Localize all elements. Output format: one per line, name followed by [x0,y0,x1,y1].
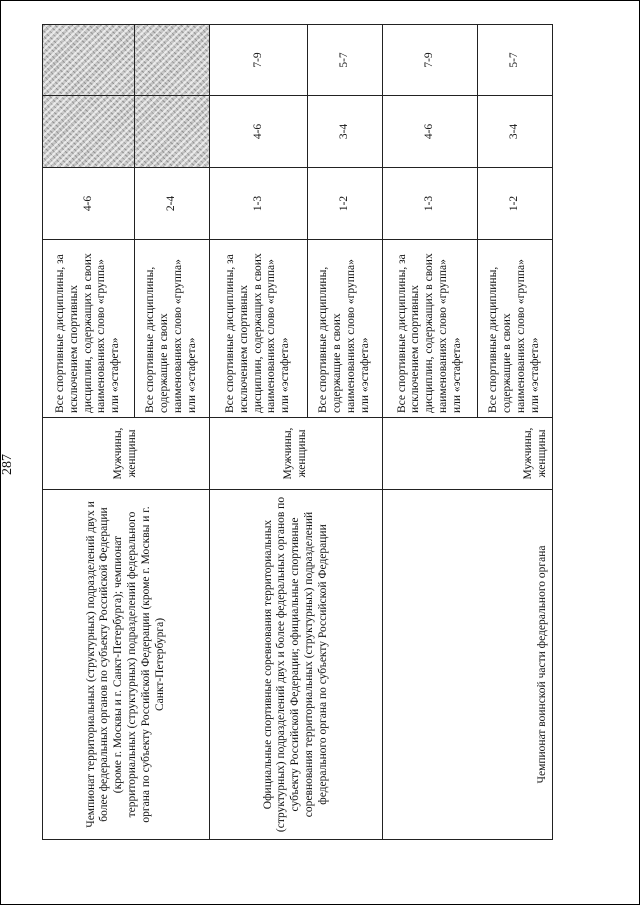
discipline-cell: Все спортивные дисциплины, содержащие в своих наименованиях слово «группа» или «эстафета» [478,240,553,418]
discipline-cell: Все спортивные дисциплины, за исключением спортивных дисциплин, содержащих в своих наименованиях слово «группа» или «эстафета» [43,240,135,418]
value-cell: 2-4 [135,168,210,240]
gender-cell: Мужчины, женщины [383,418,553,490]
gender-cell: Мужчины, женщины [43,418,210,490]
value-cell: 3-4 [308,96,383,168]
event-name-cell: Официальные спортивные соревнования территориальных (структурных) подразделений двух и более федеральных органов по субъекту Российской Федерации; официальные спортивные соревнования территориальных (структурных) подразделений федерального органа по субъекту Российской Федерации [210,490,383,840]
discipline-cell: Все спортивные дисциплины, содержащие в своих наименованиях слово «группа» или «эстафета» [308,240,383,418]
value-cell: 4-6 [210,96,308,168]
value-cell: 1-3 [383,168,478,240]
discipline-cell: Все спортивные дисциплины, за исключением спортивных дисциплин, содержащих в своих наименованиях слово «группа» или «эстафета» [210,240,308,418]
value-cell: 3-4 [478,96,553,168]
shaded-empty-cell [43,96,135,168]
table-row [210,25,308,840]
value-cell: 1-2 [478,168,553,240]
event-name-cell: Чемпионат территориальных (структурных) подразделений двух и более федеральных органов по субъекту Российской Федерации (кроме г. Москвы и г. Санкт-Петербурга); чемпионат территориальных (структурных) подразделений федерального органа по субъекту Российской Федерации (кроме г. Москвы и г. Санкт-Петербурга) [43,490,210,840]
value-cell: 7-9 [210,25,308,96]
value-cell: 7-9 [383,25,478,96]
table-row [383,25,478,840]
value-cell: 5-7 [478,25,553,96]
table-row [43,25,135,840]
value-cell: 1-3 [210,168,308,240]
discipline-cell: Все спортивные дисциплины, содержащие в своих наименованиях слово «группа» или «эстафета» [135,240,210,418]
event-name-cell: Чемпионат воинской части федерального органа [383,490,553,840]
shaded-empty-cell [135,25,210,96]
value-cell: 4-6 [383,96,478,168]
gender-cell: Мужчины, женщины [210,418,383,490]
page-number: 287 [0,454,15,475]
shaded-empty-cell [135,96,210,168]
shaded-empty-cell [43,25,135,96]
discipline-cell: Все спортивные дисциплины, за исключением спортивных дисциплин, содержащих в своих наименованиях слово «группа» или «эстафета» [383,240,478,418]
value-cell: 1-2 [308,168,383,240]
qualification-table [42,24,553,840]
value-cell: 4-6 [43,168,135,240]
value-cell: 5-7 [308,25,383,96]
